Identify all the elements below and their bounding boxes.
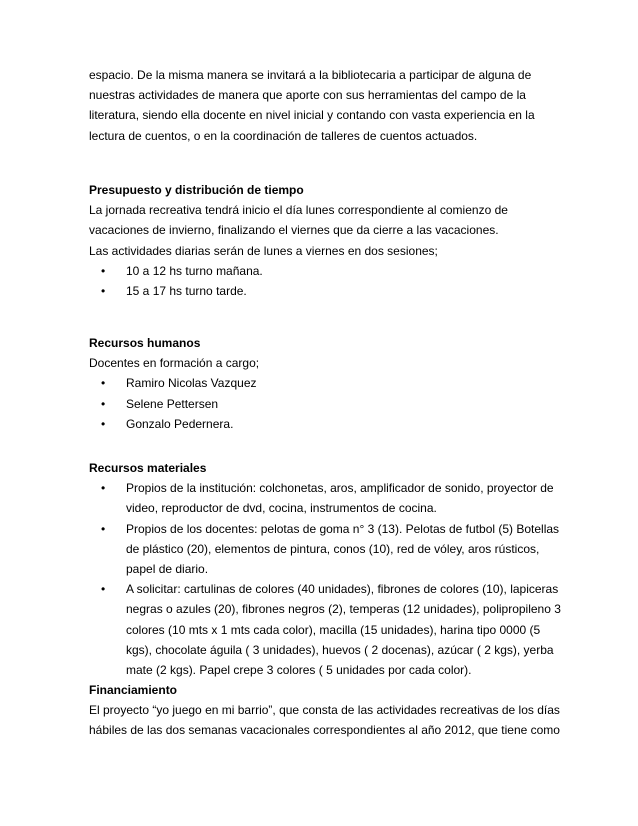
list-item	[89, 281, 559, 301]
section-heading: Presupuesto y distribución de tiempo	[89, 183, 304, 197]
list-item	[89, 373, 559, 393]
list-item-text: A solicitar: cartulinas de colores (40 unidades), fibrones de colores (10), lapiceras	[126, 582, 559, 597]
paragraph-line: nuestras actividades de manera que aporte con sus herramientas del campo de la	[89, 88, 526, 103]
list-item-text: papel de diario.	[126, 561, 209, 576]
bullet-icon: •	[101, 521, 106, 536]
list-item-text: mate (2 kgs). Papel crepe 3 colores ( 5 unidades por cada color).	[126, 662, 472, 677]
paragraph-line: hábiles de las dos semanas vacacionales correspondientes al año 2012, que tiene como	[89, 723, 560, 738]
list-item	[89, 519, 559, 580]
list-item	[89, 579, 559, 680]
section-heading: Financiamiento	[89, 683, 178, 698]
bullet-icon: •	[101, 263, 106, 278]
bullet-icon: •	[101, 416, 106, 431]
section-recursos-humanos	[89, 333, 559, 434]
section-presupuesto	[89, 180, 559, 301]
paragraph-line: El proyecto “yo juego en mi barrio”, que consta de las actividades recreativas de los días	[89, 703, 560, 718]
paragraph-line: vacaciones de invierno, finalizando el viernes que da cierre a las vacaciones.	[89, 223, 499, 238]
bullet-icon: •	[101, 396, 106, 411]
bullet-icon: •	[101, 376, 106, 391]
paragraph-line: literatura, siendo ella docente en nivel inicial y contando con vasta experiencia en la	[89, 108, 535, 123]
list-item	[89, 414, 559, 434]
list-item	[89, 261, 559, 281]
bullet-icon: •	[101, 582, 106, 597]
list-item-text: 15 a 17 hs turno tarde.	[126, 283, 247, 298]
paragraph-line: Las actividades diarias serán de lunes a viernes en dos sesiones;	[89, 243, 438, 258]
bullet-icon: •	[101, 283, 106, 298]
list-item-text: Propios de la institución: colchonetas, aros, amplificador de sonido, proyector de	[126, 481, 554, 496]
paragraph-line: La jornada recreativa tendrá inicio el día lunes correspondiente al comienzo de	[89, 203, 508, 218]
list-item-text: Propios de los docentes: pelotas de goma n° 3 (13). Pelotas de futbol (5) Botellas	[126, 521, 560, 536]
list-item-text: de plástico (20), elementos de pintura, conos (10), red de vóley, aros rústicos,	[126, 541, 540, 556]
list-item-text: video, reproductor de dvd, cocina, instrumentos de cocina.	[126, 501, 437, 516]
section-heading: Recursos materiales	[89, 461, 207, 475]
section-heading: Recursos humanos	[89, 336, 201, 350]
list-item-text: negras o azules (20), fibrones negros (2), temperas (12 unidades), polipropileno 3	[126, 602, 561, 617]
list-item-text: Ramiro Nicolas Vazquez	[126, 376, 257, 391]
section-recursos-materiales	[89, 458, 559, 741]
list-item-text: 10 a 12 hs turno mañana.	[126, 263, 263, 278]
list-item-text: kgs), chocolate águila ( 3 unidades), huevos ( 2 docenas), azúcar ( 2 kgs), yerba	[126, 642, 554, 657]
list-item-text: Gonzalo Pedernera.	[126, 416, 234, 431]
bullet-icon: •	[101, 481, 106, 496]
intro-paragraph	[89, 65, 559, 146]
paragraph-line: lectura de cuentos, o en la coordinación de talleres de cuentos actuados.	[89, 128, 478, 143]
paragraph-line: espacio. De la misma manera se invitará a la bibliotecaria a participar de alguna de	[89, 68, 532, 82]
paragraph-line: Docentes en formación a cargo;	[89, 356, 260, 371]
list-item	[89, 394, 559, 414]
list-item-text: colores (10 mts x 1 mts cada color), macilla (15 unidades), harina tipo 0000 (5	[126, 622, 541, 637]
list-item	[89, 478, 559, 518]
list-item-text: Selene Pettersen	[126, 396, 219, 411]
